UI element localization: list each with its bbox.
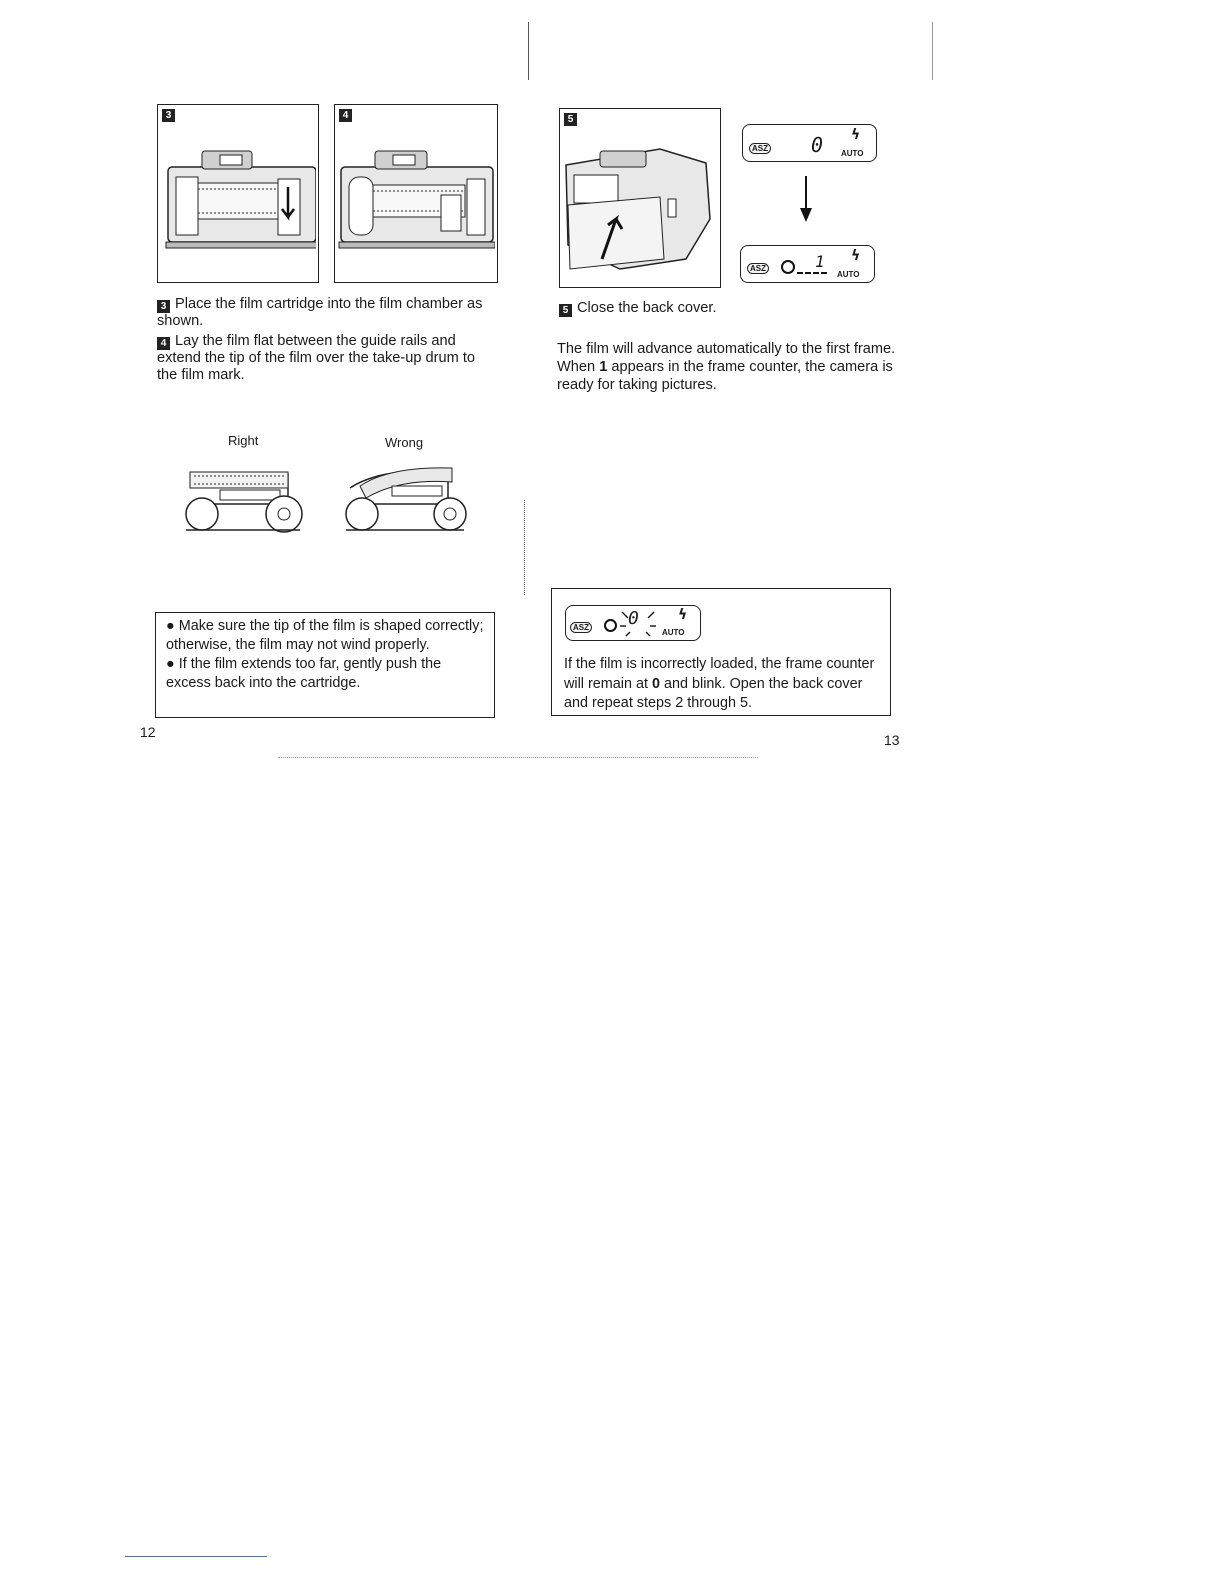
fold-line: [528, 22, 529, 80]
figure-step-5: [559, 108, 721, 288]
page-number-right: 13: [884, 732, 900, 748]
scan-edge-line: [278, 757, 758, 758]
page-number-left: 12: [140, 724, 156, 740]
camera-closing-back-cover-illustration: [560, 109, 718, 285]
step-5-text: Close the back cover.: [577, 300, 717, 316]
right-label: Right: [228, 433, 259, 448]
film-track-dashes: [797, 272, 827, 274]
caution-bullet-1: ● Make sure the tip of the film is shaped correctly; otherwise, the film may not wind properly.: [166, 618, 484, 653]
frame-counter-value: 1: [815, 252, 825, 271]
asz-indicator: ASZ: [570, 622, 592, 633]
advance-text-part1: The film will advance automatically to the first frame. When: [557, 341, 896, 375]
figure-step-3: [157, 104, 319, 283]
frame-counter-initial-display: [742, 124, 877, 162]
auto-indicator: AUTO: [662, 628, 685, 637]
auto-indicator: AUTO: [841, 149, 864, 158]
auto-indicator: AUTO: [837, 270, 860, 279]
step-5-inline-badge: 5: [559, 304, 572, 317]
incorrect-loading-text: [564, 655, 880, 714]
step-3-text: Place the film cartridge into the film chamber as shown.: [157, 296, 483, 329]
incorrect-text-counter-value: 0: [651, 675, 660, 692]
advance-text-frame-number: 1: [599, 359, 608, 375]
step-3-instruction: [157, 296, 497, 330]
incorrect-loading-box: [551, 588, 891, 716]
step-5-badge: 5: [564, 113, 577, 126]
frame-counter-value: 0: [628, 608, 639, 629]
figure-step-4: [334, 104, 498, 283]
right-film-tip-illustration: [180, 464, 310, 534]
asz-indicator: ASZ: [747, 263, 769, 274]
flash-bolt-icon: ϟ: [851, 127, 861, 143]
edge-line: [932, 22, 933, 80]
incorrect-text-part2: and blink. Open the back cover and repeat steps 2 through 5.: [564, 675, 863, 711]
frame-counter-blinking-display: [565, 605, 701, 641]
blink-rays-icon: [616, 606, 660, 638]
flash-bolt-icon: ϟ: [851, 248, 861, 264]
step-4-text: Lay the film flat between the guide rails and extend the tip of the film over the take-up drum to the film mark.: [157, 333, 475, 383]
film-cartridge-icon: [781, 260, 795, 274]
camera-open-film-chamber-illustration: [158, 105, 316, 280]
step-5-instruction: [559, 300, 899, 317]
incorrect-text-part1: If the film is incorrectly loaded, the frame counter will remain at: [564, 656, 875, 692]
advance-text-part2: appears in the frame counter, the camera is ready for taking pictures.: [557, 359, 893, 393]
asz-indicator: ASZ: [749, 143, 771, 154]
caution-bullet-2-text: If the film extends too far, gently push the excess back into the cartridge.: [166, 656, 442, 691]
arrow-down-icon: [796, 174, 816, 224]
frame-counter-ready-display: [740, 245, 875, 283]
caution-bullet-2: ● If the film extends too far, gently push the excess back into the cartridge.: [166, 656, 442, 691]
scan-underline: [125, 1556, 267, 1557]
flash-bolt-icon: ϟ: [678, 607, 688, 623]
caution-bullet-1-text: Make sure the tip of the film is shaped correctly; otherwise, the film may not wind properly.: [166, 618, 484, 653]
film-tip-caution-box: [155, 612, 495, 718]
step-4-instruction: [157, 333, 497, 384]
wrong-label: Wrong: [385, 435, 424, 450]
step-4-inline-badge: 4: [157, 337, 170, 350]
step-3-inline-badge: 3: [157, 300, 170, 313]
fold-line-lower: [524, 500, 525, 595]
step-3-badge: 3: [162, 109, 175, 122]
wrong-film-tip-illustration: [340, 464, 470, 534]
film-over-take-up-drum-illustration: [335, 105, 495, 280]
film-advance-paragraph: [557, 340, 899, 394]
frame-counter-value: 0: [811, 133, 824, 157]
step-4-badge: 4: [339, 109, 352, 122]
